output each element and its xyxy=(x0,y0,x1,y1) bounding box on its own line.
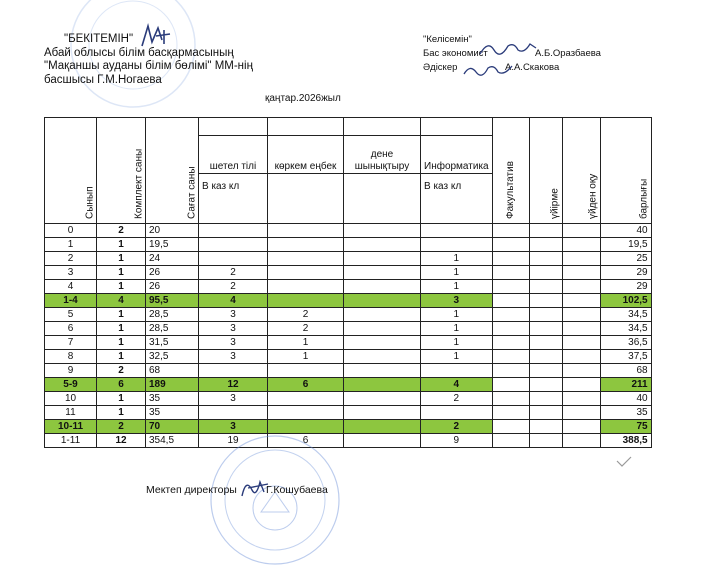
cell-fa xyxy=(492,224,529,238)
cell-i xyxy=(421,406,493,420)
table-body xyxy=(45,224,652,448)
cell-f: 3 xyxy=(199,420,268,434)
table-row xyxy=(45,364,652,378)
cell-t: 37,5 xyxy=(600,350,651,364)
economist-signature xyxy=(478,38,540,58)
approval-line2: "Мақаншы ауданы білім бөлімі" ММ-нің xyxy=(44,60,253,72)
cell-fa xyxy=(492,364,529,378)
cell-k: 1 xyxy=(97,252,146,266)
cell-f: 3 xyxy=(199,392,268,406)
cell-k: 1 xyxy=(97,336,146,350)
header-club: үйірме xyxy=(529,118,562,224)
cell-cl xyxy=(529,224,562,238)
cell-h: 19,5 xyxy=(146,238,199,252)
table-row xyxy=(45,238,652,252)
cell-i: 9 xyxy=(421,434,493,448)
cell-p xyxy=(344,420,421,434)
header-total: барлығы xyxy=(600,118,651,224)
director-name: Г.Кошубаева xyxy=(266,484,328,496)
cell-f: 2 xyxy=(199,280,268,294)
cell-fa xyxy=(492,336,529,350)
cell-k: 4 xyxy=(97,294,146,308)
cell-cl xyxy=(529,266,562,280)
cell-t: 34,5 xyxy=(600,308,651,322)
cell-p xyxy=(344,336,421,350)
cell-p xyxy=(344,406,421,420)
economist-role: Бас экономист xyxy=(423,48,488,59)
cell-h: 31,5 xyxy=(146,336,199,350)
methodist-role: Әдіскер xyxy=(423,62,458,73)
cell-k: 1 xyxy=(97,238,146,252)
cell-h: 24 xyxy=(146,252,199,266)
cell-a xyxy=(268,406,344,420)
cell-i: 1 xyxy=(421,280,493,294)
cell-h: 35 xyxy=(146,406,199,420)
cell-a: 1 xyxy=(268,350,344,364)
cell-fa xyxy=(492,392,529,406)
cell-t: 211 xyxy=(600,378,651,392)
header-kaz-class-1: В каз кл xyxy=(199,174,268,224)
cell-t: 25 xyxy=(600,252,651,266)
header-kaz-class-2: В каз кл xyxy=(421,174,493,224)
cell-f: 19 xyxy=(199,434,268,448)
cell-cls: 9 xyxy=(45,364,97,378)
cell-fa xyxy=(492,434,529,448)
cell-p xyxy=(344,392,421,406)
cell-i: 1 xyxy=(421,350,493,364)
cell-t: 40 xyxy=(600,224,651,238)
cell-i: 1 xyxy=(421,308,493,322)
cell-fa xyxy=(492,350,529,364)
cell-cl xyxy=(529,280,562,294)
cell-f xyxy=(199,406,268,420)
table-row xyxy=(45,266,652,280)
cell-cl xyxy=(529,420,562,434)
cell-f: 3 xyxy=(199,336,268,350)
cell-a: 1 xyxy=(268,336,344,350)
cell-a: 2 xyxy=(268,322,344,336)
economist-name: А.Б.Оразбаева xyxy=(535,48,601,59)
official-stamp-bottom xyxy=(205,430,345,570)
cell-cl xyxy=(529,322,562,336)
table-row xyxy=(45,252,652,266)
cell-p xyxy=(344,266,421,280)
cell-h: 35 xyxy=(146,392,199,406)
cell-f: 3 xyxy=(199,322,268,336)
cell-i xyxy=(421,364,493,378)
cell-t: 75 xyxy=(600,420,651,434)
cell-i: 1 xyxy=(421,336,493,350)
cell-cls: 1 xyxy=(45,238,97,252)
table-row xyxy=(45,322,652,336)
cell-p xyxy=(344,378,421,392)
hours-table xyxy=(44,117,652,448)
cell-k: 2 xyxy=(97,420,146,434)
cell-hs xyxy=(562,378,600,392)
table-row xyxy=(45,434,652,448)
table-row xyxy=(45,294,652,308)
cell-cls: 11 xyxy=(45,406,97,420)
cell-a xyxy=(268,252,344,266)
cell-cl xyxy=(529,336,562,350)
cell-i: 4 xyxy=(421,378,493,392)
cell-p xyxy=(344,238,421,252)
cell-cl xyxy=(529,238,562,252)
cell-t: 388,5 xyxy=(600,434,651,448)
document-date: қаңтар.2026жыл xyxy=(265,93,341,104)
cell-t: 40 xyxy=(600,392,651,406)
cell-hs xyxy=(562,280,600,294)
cell-k: 12 xyxy=(97,434,146,448)
table-row xyxy=(45,420,652,434)
cell-h: 354,5 xyxy=(146,434,199,448)
header-homeschool: үйден оқу xyxy=(562,118,600,224)
table-row xyxy=(45,308,652,322)
cell-h: 189 xyxy=(146,378,199,392)
cell-i: 3 xyxy=(421,294,493,308)
check-mark-icon xyxy=(616,456,632,468)
cell-p xyxy=(344,322,421,336)
header-informatics: Информатика xyxy=(421,136,493,174)
header-foreign: шетел тілі xyxy=(199,136,268,174)
cell-f xyxy=(199,252,268,266)
cell-cl xyxy=(529,350,562,364)
cell-f xyxy=(199,238,268,252)
cell-k: 2 xyxy=(97,224,146,238)
cell-cls: 4 xyxy=(45,280,97,294)
cell-cls: 7 xyxy=(45,336,97,350)
cell-h: 26 xyxy=(146,280,199,294)
cell-f: 3 xyxy=(199,308,268,322)
cell-t: 34,5 xyxy=(600,322,651,336)
cell-i: 2 xyxy=(421,420,493,434)
cell-hs xyxy=(562,266,600,280)
cell-cl xyxy=(529,252,562,266)
cell-f: 3 xyxy=(199,350,268,364)
cell-t: 29 xyxy=(600,266,651,280)
cell-k: 1 xyxy=(97,280,146,294)
table-row xyxy=(45,378,652,392)
director-signature xyxy=(238,474,272,500)
cell-cls: 0 xyxy=(45,224,97,238)
director-footer xyxy=(146,484,328,496)
approval-line1: Абай облысы білім басқармасының xyxy=(44,46,234,59)
methodist-signature xyxy=(462,62,514,78)
cell-hs xyxy=(562,322,600,336)
cell-h: 68 xyxy=(146,364,199,378)
cell-h: 28,5 xyxy=(146,322,199,336)
cell-k: 6 xyxy=(97,378,146,392)
table-row xyxy=(45,280,652,294)
cell-t: 102,5 xyxy=(600,294,651,308)
cell-cls: 2 xyxy=(45,252,97,266)
cell-k: 1 xyxy=(97,406,146,420)
cell-cl xyxy=(529,308,562,322)
cell-i: 1 xyxy=(421,322,493,336)
cell-cls: 5 xyxy=(45,308,97,322)
cell-hs xyxy=(562,294,600,308)
cell-p xyxy=(344,294,421,308)
cell-a: 6 xyxy=(268,434,344,448)
cell-k: 2 xyxy=(97,364,146,378)
cell-cls: 5-9 xyxy=(45,378,97,392)
cell-t: 36,5 xyxy=(600,336,651,350)
cell-hs xyxy=(562,364,600,378)
cell-hs xyxy=(562,252,600,266)
cell-a xyxy=(268,224,344,238)
cell-hs xyxy=(562,336,600,350)
cell-h: 32,5 xyxy=(146,350,199,364)
cell-cls: 3 xyxy=(45,266,97,280)
cell-f xyxy=(199,224,268,238)
header-hours: Сағат саны xyxy=(146,118,199,224)
cell-cl xyxy=(529,434,562,448)
cell-fa xyxy=(492,378,529,392)
cell-i xyxy=(421,238,493,252)
cell-t: 35 xyxy=(600,406,651,420)
cell-p xyxy=(344,350,421,364)
cell-k: 1 xyxy=(97,266,146,280)
table-row xyxy=(45,392,652,406)
cell-p xyxy=(344,280,421,294)
agreed-title: "Келісемін" xyxy=(423,34,472,45)
cell-t: 19,5 xyxy=(600,238,651,252)
cell-cls: 6 xyxy=(45,322,97,336)
methodist-name: А.А.Скакова xyxy=(505,62,560,73)
cell-cl xyxy=(529,406,562,420)
cell-k: 1 xyxy=(97,322,146,336)
approval-line3: басшысы Г.М.Ногаева xyxy=(44,73,162,86)
cell-p xyxy=(344,308,421,322)
cell-f: 2 xyxy=(199,266,268,280)
cell-a xyxy=(268,238,344,252)
table-row xyxy=(45,336,652,350)
director-role: Мектеп директоры xyxy=(146,484,237,496)
header-facultative: Факультатив xyxy=(492,118,529,224)
cell-cls: 1-4 xyxy=(45,294,97,308)
cell-i: 1 xyxy=(421,252,493,266)
cell-hs xyxy=(562,420,600,434)
cell-fa xyxy=(492,252,529,266)
cell-cls: 10 xyxy=(45,392,97,406)
table-row xyxy=(45,350,652,364)
cell-h: 70 xyxy=(146,420,199,434)
cell-a xyxy=(268,364,344,378)
cell-h: 26 xyxy=(146,266,199,280)
cell-p xyxy=(344,434,421,448)
cell-f xyxy=(199,364,268,378)
cell-hs xyxy=(562,434,600,448)
cell-cl xyxy=(529,294,562,308)
table-row xyxy=(45,406,652,420)
cell-hs xyxy=(562,238,600,252)
cell-t: 68 xyxy=(600,364,651,378)
header-komplekt: Комплект саны xyxy=(97,118,146,224)
cell-fa xyxy=(492,266,529,280)
cell-f: 4 xyxy=(199,294,268,308)
cell-a xyxy=(268,266,344,280)
cell-cls: 8 xyxy=(45,350,97,364)
cell-fa xyxy=(492,294,529,308)
cell-p xyxy=(344,252,421,266)
cell-k: 1 xyxy=(97,350,146,364)
cell-k: 1 xyxy=(97,308,146,322)
cell-a: 2 xyxy=(268,308,344,322)
cell-f: 12 xyxy=(199,378,268,392)
cell-hs xyxy=(562,350,600,364)
header-pe: дене шынықтыру xyxy=(344,136,421,174)
cell-i: 1 xyxy=(421,266,493,280)
cell-fa xyxy=(492,308,529,322)
cell-h: 95,5 xyxy=(146,294,199,308)
cell-a: 6 xyxy=(268,378,344,392)
cell-cl xyxy=(529,392,562,406)
table-row xyxy=(45,224,652,238)
cell-fa xyxy=(492,420,529,434)
cell-cl xyxy=(529,364,562,378)
cell-k: 1 xyxy=(97,392,146,406)
cell-a xyxy=(268,280,344,294)
cell-fa xyxy=(492,238,529,252)
cell-p xyxy=(344,364,421,378)
cell-cl xyxy=(529,378,562,392)
cell-a xyxy=(268,294,344,308)
cell-a xyxy=(268,392,344,406)
cell-cls: 1-11 xyxy=(45,434,97,448)
header-class: Сынып xyxy=(45,118,97,224)
header-arts: көркем еңбек xyxy=(268,136,344,174)
approval-title: "БЕКІТЕМІН" xyxy=(64,33,134,45)
cell-p xyxy=(344,224,421,238)
cell-fa xyxy=(492,322,529,336)
cell-i xyxy=(421,224,493,238)
cell-fa xyxy=(492,280,529,294)
cell-h: 20 xyxy=(146,224,199,238)
cell-fa xyxy=(492,406,529,420)
cell-hs xyxy=(562,224,600,238)
cell-hs xyxy=(562,392,600,406)
cell-hs xyxy=(562,406,600,420)
cell-t: 29 xyxy=(600,280,651,294)
head-signature xyxy=(138,22,174,50)
cell-h: 28,5 xyxy=(146,308,199,322)
cell-cls: 10-11 xyxy=(45,420,97,434)
cell-hs xyxy=(562,308,600,322)
cell-i: 2 xyxy=(421,392,493,406)
